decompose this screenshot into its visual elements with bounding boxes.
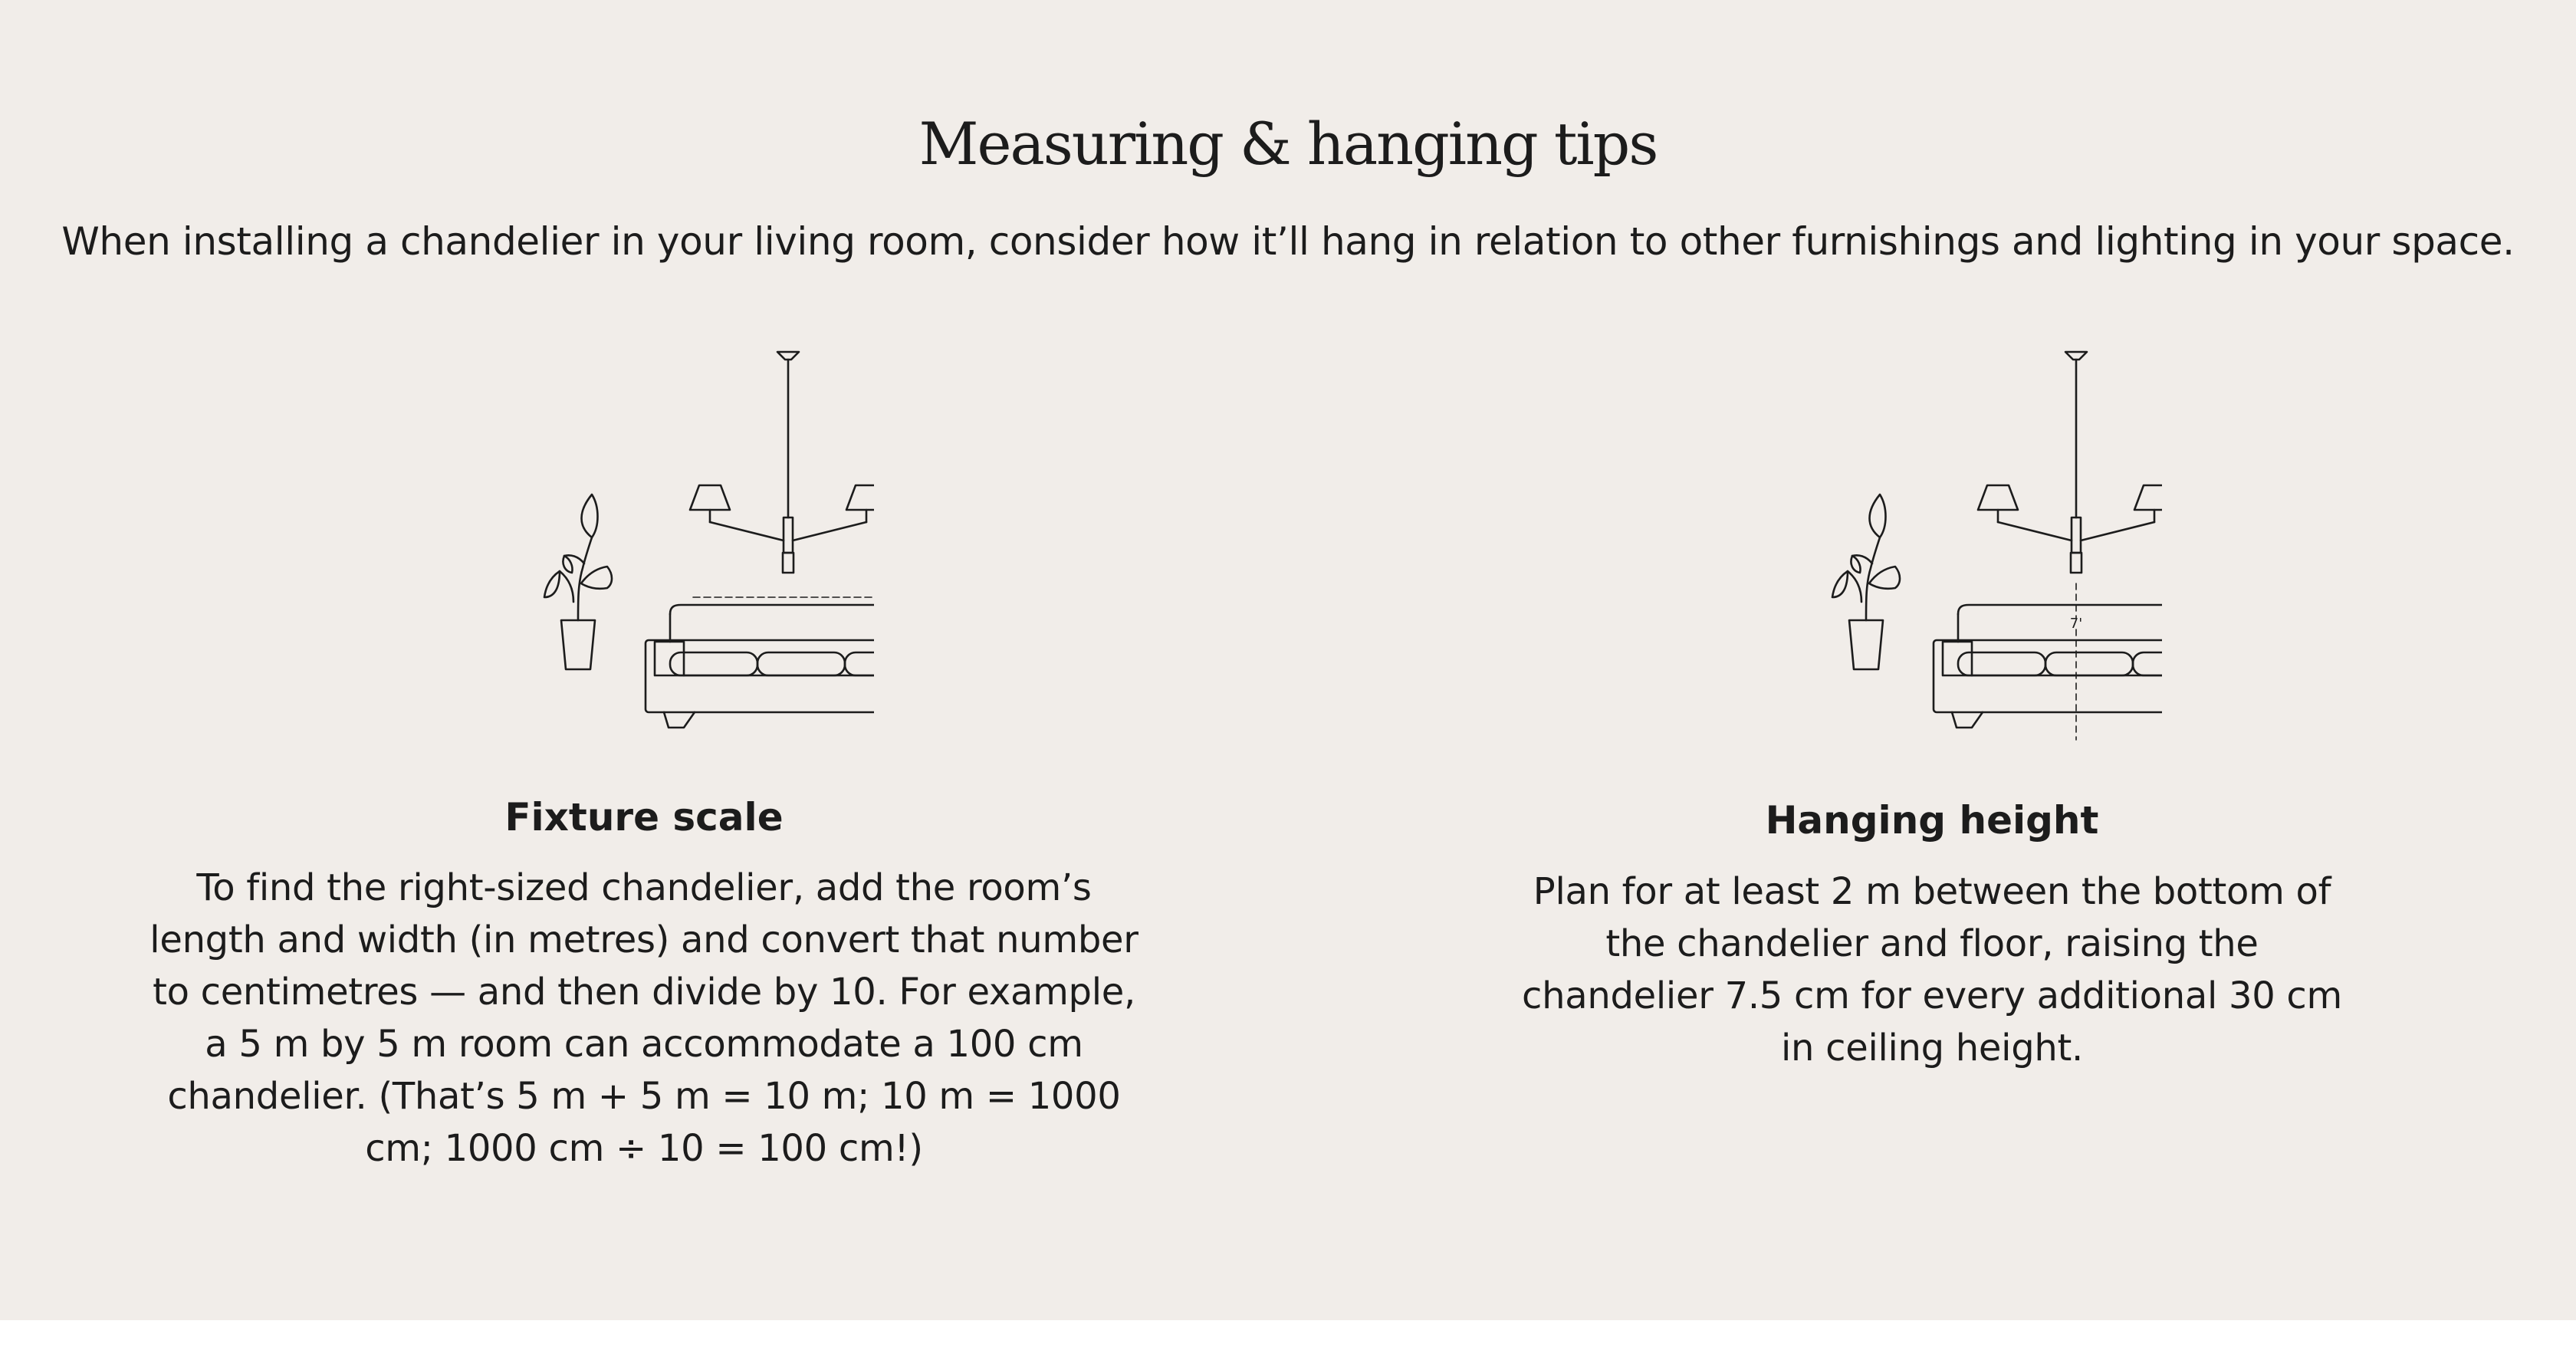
hanging-height-illustration xyxy=(1702,326,2162,786)
hanging-height-text: Plan for at least 2 m between the bottom of the chandelier and floor, raising the chandelier 7.5 cm for every additional 30 cm in ceiling height. xyxy=(1522,870,2342,1070)
chandelier-icon xyxy=(1978,352,2162,573)
fixture-scale-text: To find the right-sized chandelier, add the room’s length and width (in metres) and convert that number to centimetres — and then divide by 10. For example, a 5 m by 5 m room can accommodate a 100 cm chandelier. (That’s 5 m + 5 m = 10 m; 10 m = 1000 cm; 1000 cm ÷ 10 = 100 cm!) xyxy=(150,866,1138,1170)
hanging-height-title: Hanging height xyxy=(1765,798,2099,843)
plant-icon xyxy=(544,495,612,669)
height-label: 7' xyxy=(2069,616,2083,632)
plant-icon xyxy=(1832,495,1900,669)
sofa-icon xyxy=(1934,605,2162,728)
fixture-scale-illustration xyxy=(414,326,874,786)
page-title: Measuring & hanging tips xyxy=(918,110,1658,178)
chandelier-icon xyxy=(690,352,874,573)
sofa-icon xyxy=(646,605,874,728)
fixture-scale-title: Fixture scale xyxy=(504,795,784,840)
intro-text: When installing a chandelier in your living room, consider how it’ll hang in relation to other furnishings and lighting in your space. xyxy=(61,219,2515,264)
